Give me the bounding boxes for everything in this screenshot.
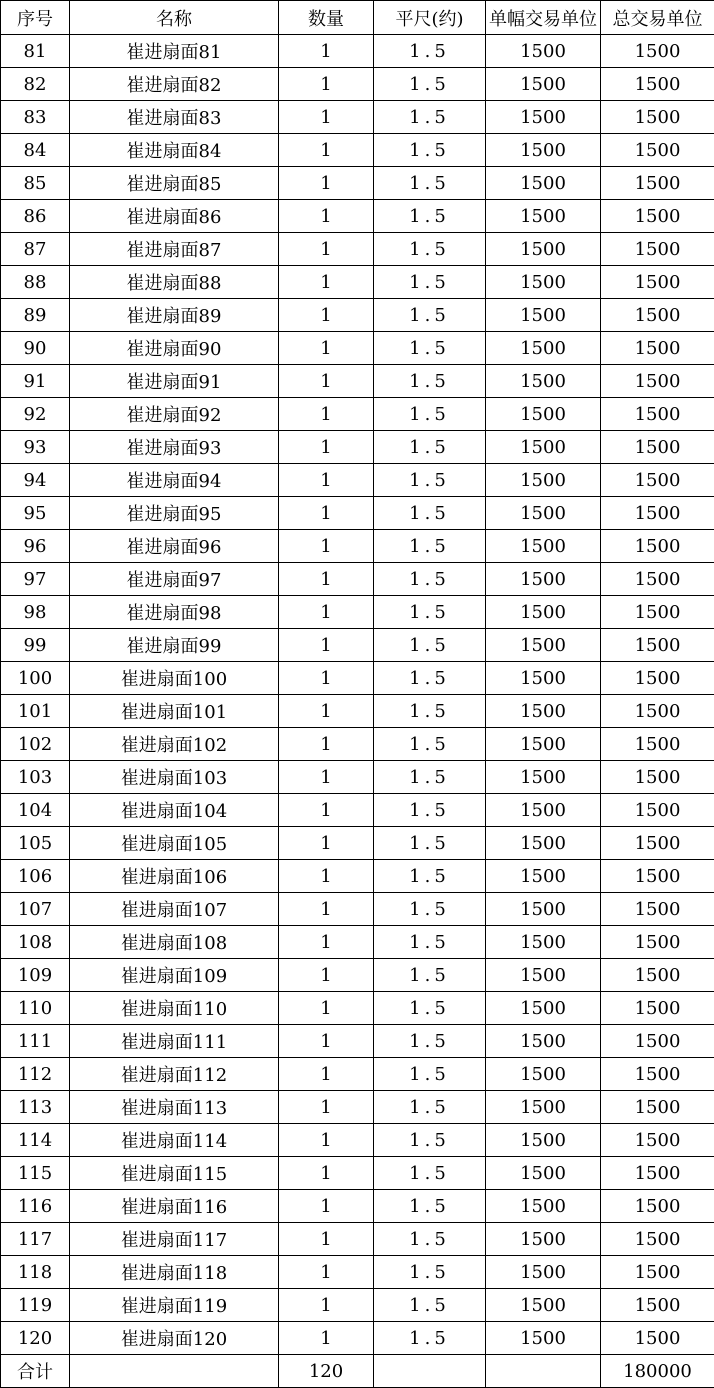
table-row	[1, 596, 714, 629]
row-size: 1.5	[374, 299, 486, 332]
row-total-price: 1500	[601, 695, 714, 728]
row-quantity: 1	[279, 1091, 374, 1124]
table-row	[1, 101, 714, 134]
row-quantity: 1	[279, 926, 374, 959]
table-row	[1, 431, 714, 464]
row-total-price: 1500	[601, 662, 714, 695]
row-index: 87	[1, 233, 70, 266]
total-quantity: 120	[279, 1355, 374, 1388]
row-total-price: 1500	[601, 1124, 714, 1157]
row-unit-price: 1500	[486, 299, 601, 332]
row-quantity: 1	[279, 1223, 374, 1256]
row-size: 1.5	[374, 1124, 486, 1157]
table-row	[1, 1091, 714, 1124]
row-unit-price: 1500	[486, 35, 601, 68]
row-size: 1.5	[374, 266, 486, 299]
row-unit-price: 1500	[486, 1289, 601, 1322]
table-row	[1, 200, 714, 233]
row-size: 1.5	[374, 827, 486, 860]
row-total-price: 1500	[601, 200, 714, 233]
row-unit-price: 1500	[486, 695, 601, 728]
row-name: 崔进扇面92	[70, 398, 279, 431]
row-total-price: 1500	[601, 827, 714, 860]
row-size: 1.5	[374, 398, 486, 431]
row-name: 崔进扇面83	[70, 101, 279, 134]
row-name: 崔进扇面113	[70, 1091, 279, 1124]
row-index: 105	[1, 827, 70, 860]
table-row	[1, 167, 714, 200]
row-size: 1.5	[374, 1091, 486, 1124]
row-total-price: 1500	[601, 959, 714, 992]
row-name: 崔进扇面85	[70, 167, 279, 200]
row-unit-price: 1500	[486, 959, 601, 992]
row-index: 88	[1, 266, 70, 299]
row-quantity: 1	[279, 761, 374, 794]
row-quantity: 1	[279, 629, 374, 662]
row-index: 99	[1, 629, 70, 662]
table-row	[1, 398, 714, 431]
row-total-price: 1500	[601, 1157, 714, 1190]
row-quantity: 1	[279, 1322, 374, 1355]
row-total-price: 1500	[601, 563, 714, 596]
table-row	[1, 662, 714, 695]
row-size: 1.5	[374, 926, 486, 959]
row-size: 1.5	[374, 728, 486, 761]
row-index: 119	[1, 1289, 70, 1322]
row-name: 崔进扇面107	[70, 893, 279, 926]
row-quantity: 1	[279, 695, 374, 728]
table-row	[1, 365, 714, 398]
total-label: 合计	[1, 1355, 70, 1388]
row-quantity: 1	[279, 893, 374, 926]
row-size: 1.5	[374, 1058, 486, 1091]
row-quantity: 1	[279, 1058, 374, 1091]
row-index: 97	[1, 563, 70, 596]
row-quantity: 1	[279, 398, 374, 431]
row-index: 94	[1, 464, 70, 497]
row-size: 1.5	[374, 794, 486, 827]
table-row	[1, 35, 714, 68]
row-index: 109	[1, 959, 70, 992]
row-index: 96	[1, 530, 70, 563]
row-total-price: 1500	[601, 431, 714, 464]
row-size: 1.5	[374, 1289, 486, 1322]
table-row	[1, 1190, 714, 1223]
row-total-price: 1500	[601, 1223, 714, 1256]
row-unit-price: 1500	[486, 1223, 601, 1256]
table-row	[1, 761, 714, 794]
row-index: 83	[1, 101, 70, 134]
row-name: 崔进扇面96	[70, 530, 279, 563]
row-quantity: 1	[279, 1157, 374, 1190]
row-name: 崔进扇面93	[70, 431, 279, 464]
row-unit-price: 1500	[486, 761, 601, 794]
row-quantity: 1	[279, 1025, 374, 1058]
row-size: 1.5	[374, 860, 486, 893]
row-unit-price: 1500	[486, 530, 601, 563]
row-unit-price: 1500	[486, 1322, 601, 1355]
row-name: 崔进扇面108	[70, 926, 279, 959]
row-index: 108	[1, 926, 70, 959]
row-total-price: 1500	[601, 728, 714, 761]
row-unit-price: 1500	[486, 926, 601, 959]
row-quantity: 1	[279, 68, 374, 101]
row-index: 104	[1, 794, 70, 827]
table-row	[1, 827, 714, 860]
row-name: 崔进扇面81	[70, 35, 279, 68]
row-name: 崔进扇面115	[70, 1157, 279, 1190]
row-quantity: 1	[279, 497, 374, 530]
row-index: 110	[1, 992, 70, 1025]
row-size: 1.5	[374, 101, 486, 134]
row-index: 91	[1, 365, 70, 398]
row-quantity: 1	[279, 1124, 374, 1157]
row-total-price: 1500	[601, 464, 714, 497]
row-index: 113	[1, 1091, 70, 1124]
row-quantity: 1	[279, 1190, 374, 1223]
row-total-price: 1500	[601, 1025, 714, 1058]
row-total-price: 1500	[601, 1190, 714, 1223]
row-unit-price: 1500	[486, 68, 601, 101]
row-name: 崔进扇面99	[70, 629, 279, 662]
row-index: 92	[1, 398, 70, 431]
row-unit-price: 1500	[486, 1025, 601, 1058]
row-unit-price: 1500	[486, 1190, 601, 1223]
row-index: 85	[1, 167, 70, 200]
row-unit-price: 1500	[486, 101, 601, 134]
row-index: 98	[1, 596, 70, 629]
row-index: 115	[1, 1157, 70, 1190]
header-cell-index: 序号	[1, 1, 70, 35]
table-row	[1, 1058, 714, 1091]
row-total-price: 1500	[601, 1256, 714, 1289]
row-index: 81	[1, 35, 70, 68]
row-size: 1.5	[374, 1223, 486, 1256]
row-name: 崔进扇面114	[70, 1124, 279, 1157]
row-name: 崔进扇面120	[70, 1322, 279, 1355]
table-row	[1, 530, 714, 563]
row-index: 101	[1, 695, 70, 728]
row-index: 82	[1, 68, 70, 101]
row-size: 1.5	[374, 431, 486, 464]
row-name: 崔进扇面103	[70, 761, 279, 794]
row-total-price: 1500	[601, 497, 714, 530]
row-name: 崔进扇面94	[70, 464, 279, 497]
row-size: 1.5	[374, 167, 486, 200]
row-size: 1.5	[374, 662, 486, 695]
row-quantity: 1	[279, 1289, 374, 1322]
header-cell-quantity: 数量	[279, 1, 374, 35]
row-unit-price: 1500	[486, 860, 601, 893]
row-index: 114	[1, 1124, 70, 1157]
row-size: 1.5	[374, 530, 486, 563]
row-total-price: 1500	[601, 992, 714, 1025]
total-cell-name	[70, 1355, 279, 1388]
row-quantity: 1	[279, 431, 374, 464]
row-unit-price: 1500	[486, 1091, 601, 1124]
table-row	[1, 1157, 714, 1190]
row-total-price: 1500	[601, 35, 714, 68]
row-unit-price: 1500	[486, 1124, 601, 1157]
row-name: 崔进扇面100	[70, 662, 279, 695]
row-index: 106	[1, 860, 70, 893]
header-cell-name: 名称	[70, 1, 279, 35]
total-cell-size	[374, 1355, 486, 1388]
row-name: 崔进扇面89	[70, 299, 279, 332]
row-unit-price: 1500	[486, 332, 601, 365]
row-total-price: 1500	[601, 299, 714, 332]
row-index: 116	[1, 1190, 70, 1223]
row-name: 崔进扇面105	[70, 827, 279, 860]
header-cell-unit-price: 单幅交易单位	[486, 1, 601, 35]
row-unit-price: 1500	[486, 431, 601, 464]
table-row	[1, 1256, 714, 1289]
row-quantity: 1	[279, 1256, 374, 1289]
row-unit-price: 1500	[486, 794, 601, 827]
row-name: 崔进扇面87	[70, 233, 279, 266]
row-name: 崔进扇面91	[70, 365, 279, 398]
row-index: 111	[1, 1025, 70, 1058]
row-name: 崔进扇面104	[70, 794, 279, 827]
row-quantity: 1	[279, 662, 374, 695]
row-unit-price: 1500	[486, 992, 601, 1025]
row-size: 1.5	[374, 332, 486, 365]
table-row	[1, 1124, 714, 1157]
row-total-price: 1500	[601, 1058, 714, 1091]
table-row	[1, 497, 714, 530]
row-quantity: 1	[279, 563, 374, 596]
row-size: 1.5	[374, 233, 486, 266]
header-cell-total-price: 总交易单位	[601, 1, 714, 35]
row-quantity: 1	[279, 167, 374, 200]
row-size: 1.5	[374, 1322, 486, 1355]
row-unit-price: 1500	[486, 233, 601, 266]
row-total-price: 1500	[601, 530, 714, 563]
row-name: 崔进扇面90	[70, 332, 279, 365]
row-size: 1.5	[374, 992, 486, 1025]
row-name: 崔进扇面97	[70, 563, 279, 596]
table-row	[1, 695, 714, 728]
row-size: 1.5	[374, 695, 486, 728]
row-unit-price: 1500	[486, 662, 601, 695]
row-index: 107	[1, 893, 70, 926]
row-size: 1.5	[374, 200, 486, 233]
row-quantity: 1	[279, 365, 374, 398]
row-unit-price: 1500	[486, 167, 601, 200]
row-total-price: 1500	[601, 926, 714, 959]
row-quantity: 1	[279, 134, 374, 167]
row-name: 崔进扇面112	[70, 1058, 279, 1091]
row-size: 1.5	[374, 365, 486, 398]
table-row	[1, 629, 714, 662]
row-unit-price: 1500	[486, 596, 601, 629]
row-name: 崔进扇面118	[70, 1256, 279, 1289]
row-index: 95	[1, 497, 70, 530]
row-quantity: 1	[279, 530, 374, 563]
row-name: 崔进扇面82	[70, 68, 279, 101]
row-total-price: 1500	[601, 860, 714, 893]
row-size: 1.5	[374, 35, 486, 68]
row-name: 崔进扇面98	[70, 596, 279, 629]
table-row	[1, 563, 714, 596]
row-size: 1.5	[374, 563, 486, 596]
table-row	[1, 860, 714, 893]
row-index: 120	[1, 1322, 70, 1355]
table-row	[1, 1322, 714, 1355]
row-size: 1.5	[374, 629, 486, 662]
row-total-price: 1500	[601, 893, 714, 926]
row-unit-price: 1500	[486, 266, 601, 299]
row-index: 112	[1, 1058, 70, 1091]
table-row	[1, 1025, 714, 1058]
row-index: 117	[1, 1223, 70, 1256]
row-name: 崔进扇面102	[70, 728, 279, 761]
row-unit-price: 1500	[486, 365, 601, 398]
row-name: 崔进扇面101	[70, 695, 279, 728]
row-total-price: 1500	[601, 266, 714, 299]
row-total-price: 1500	[601, 332, 714, 365]
row-size: 1.5	[374, 497, 486, 530]
row-unit-price: 1500	[486, 200, 601, 233]
row-name: 崔进扇面111	[70, 1025, 279, 1058]
row-quantity: 1	[279, 233, 374, 266]
row-total-price: 1500	[601, 398, 714, 431]
row-quantity: 1	[279, 200, 374, 233]
table-row	[1, 893, 714, 926]
row-index: 86	[1, 200, 70, 233]
row-quantity: 1	[279, 959, 374, 992]
table-row	[1, 1289, 714, 1322]
row-total-price: 1500	[601, 134, 714, 167]
row-total-price: 1500	[601, 68, 714, 101]
row-name: 崔进扇面95	[70, 497, 279, 530]
row-unit-price: 1500	[486, 1256, 601, 1289]
total-row	[1, 1355, 714, 1388]
table-row	[1, 233, 714, 266]
row-name: 崔进扇面119	[70, 1289, 279, 1322]
row-quantity: 1	[279, 464, 374, 497]
row-size: 1.5	[374, 464, 486, 497]
row-size: 1.5	[374, 959, 486, 992]
row-unit-price: 1500	[486, 1058, 601, 1091]
row-index: 90	[1, 332, 70, 365]
row-index: 103	[1, 761, 70, 794]
row-unit-price: 1500	[486, 629, 601, 662]
header-cell-size: 平尺(约)	[374, 1, 486, 35]
row-size: 1.5	[374, 1157, 486, 1190]
row-quantity: 1	[279, 596, 374, 629]
row-total-price: 1500	[601, 1289, 714, 1322]
table-row	[1, 728, 714, 761]
row-quantity: 1	[279, 728, 374, 761]
row-quantity: 1	[279, 101, 374, 134]
row-total-price: 1500	[601, 233, 714, 266]
row-size: 1.5	[374, 1025, 486, 1058]
row-size: 1.5	[374, 893, 486, 926]
row-quantity: 1	[279, 332, 374, 365]
table-row	[1, 794, 714, 827]
table-row	[1, 332, 714, 365]
row-unit-price: 1500	[486, 497, 601, 530]
row-total-price: 1500	[601, 167, 714, 200]
row-quantity: 1	[279, 794, 374, 827]
row-name: 崔进扇面109	[70, 959, 279, 992]
row-index: 118	[1, 1256, 70, 1289]
table-row	[1, 266, 714, 299]
row-name: 崔进扇面88	[70, 266, 279, 299]
row-unit-price: 1500	[486, 893, 601, 926]
row-unit-price: 1500	[486, 563, 601, 596]
row-name: 崔进扇面117	[70, 1223, 279, 1256]
row-name: 崔进扇面116	[70, 1190, 279, 1223]
row-size: 1.5	[374, 596, 486, 629]
row-name: 崔进扇面110	[70, 992, 279, 1025]
table-row	[1, 134, 714, 167]
row-unit-price: 1500	[486, 1157, 601, 1190]
table-row	[1, 1223, 714, 1256]
table-row	[1, 464, 714, 497]
row-index: 100	[1, 662, 70, 695]
row-index: 89	[1, 299, 70, 332]
row-size: 1.5	[374, 134, 486, 167]
row-unit-price: 1500	[486, 728, 601, 761]
row-quantity: 1	[279, 266, 374, 299]
row-total-price: 1500	[601, 794, 714, 827]
row-quantity: 1	[279, 35, 374, 68]
row-index: 102	[1, 728, 70, 761]
row-total-price: 1500	[601, 1091, 714, 1124]
row-total-price: 1500	[601, 761, 714, 794]
row-size: 1.5	[374, 68, 486, 101]
row-size: 1.5	[374, 1190, 486, 1223]
header-row	[1, 1, 714, 35]
total-cell-unit-price	[486, 1355, 601, 1388]
row-unit-price: 1500	[486, 464, 601, 497]
row-unit-price: 1500	[486, 398, 601, 431]
row-quantity: 1	[279, 992, 374, 1025]
row-unit-price: 1500	[486, 827, 601, 860]
row-quantity: 1	[279, 827, 374, 860]
table-row	[1, 959, 714, 992]
total-amount: 180000	[601, 1355, 714, 1388]
row-size: 1.5	[374, 761, 486, 794]
row-total-price: 1500	[601, 101, 714, 134]
table-row	[1, 68, 714, 101]
row-unit-price: 1500	[486, 134, 601, 167]
row-quantity: 1	[279, 860, 374, 893]
table-row	[1, 926, 714, 959]
row-total-price: 1500	[601, 629, 714, 662]
row-total-price: 1500	[601, 1322, 714, 1355]
row-index: 93	[1, 431, 70, 464]
row-size: 1.5	[374, 1256, 486, 1289]
row-total-price: 1500	[601, 596, 714, 629]
row-quantity: 1	[279, 299, 374, 332]
row-name: 崔进扇面84	[70, 134, 279, 167]
table-row	[1, 992, 714, 1025]
row-index: 84	[1, 134, 70, 167]
row-total-price: 1500	[601, 365, 714, 398]
row-name: 崔进扇面86	[70, 200, 279, 233]
table-row	[1, 299, 714, 332]
row-name: 崔进扇面106	[70, 860, 279, 893]
